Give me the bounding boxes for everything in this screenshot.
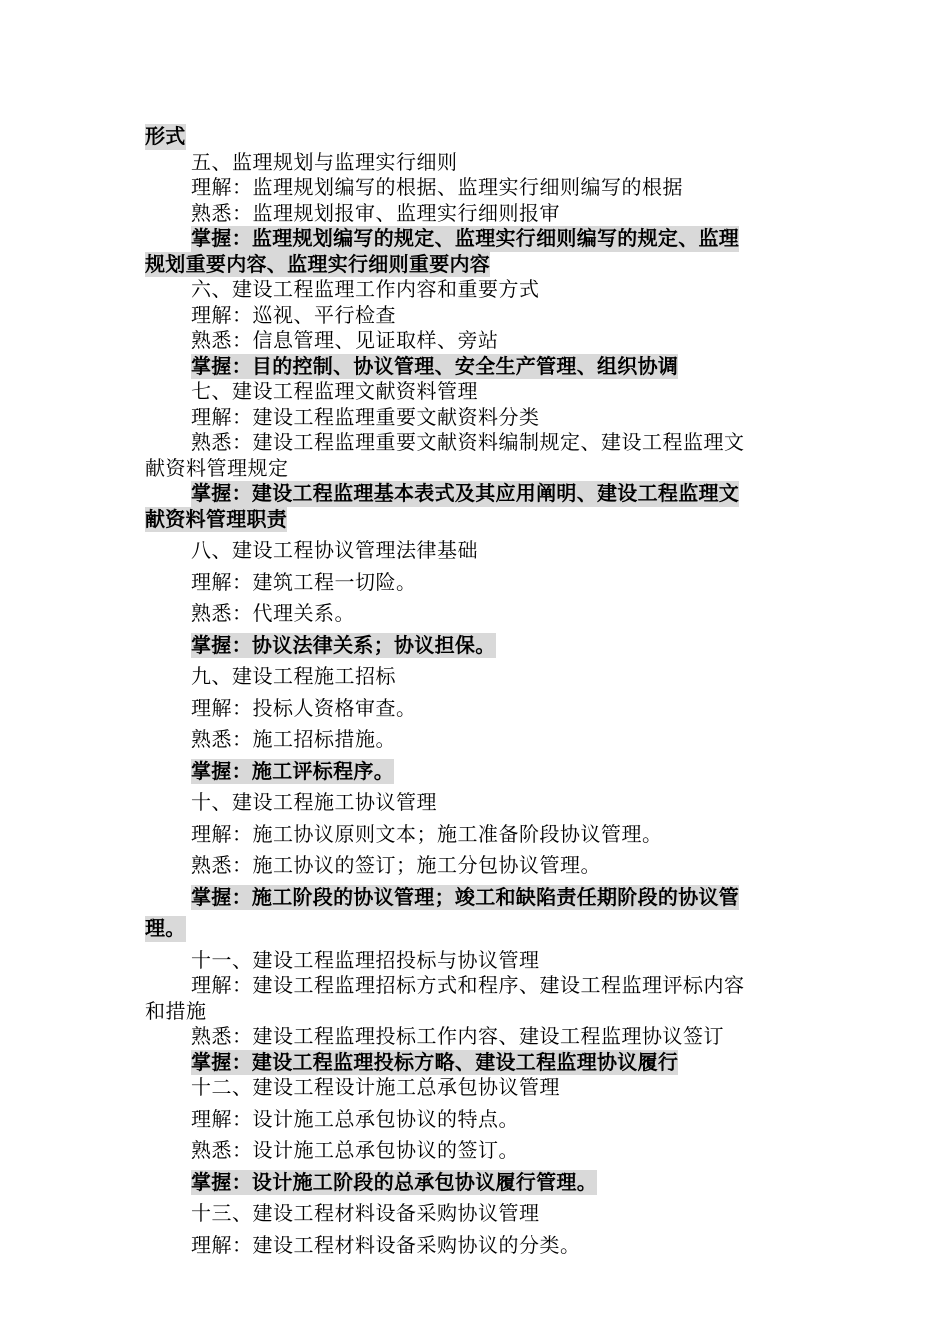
- familiar-line: 熟悉：代理关系。: [191, 601, 355, 625]
- section-heading: 七、建设工程监理文献资料管理: [191, 379, 478, 403]
- understand-line: 理解：施工协议原则文本；施工准备阶段协议管理。: [191, 821, 663, 846]
- highlighted-text: 形式: [145, 124, 186, 148]
- section-heading: 十二、建设工程设计施工总承包协议管理: [191, 1075, 560, 1099]
- familiar-line: 熟悉：建设工程监理投标工作内容、建设工程监理协议签订: [191, 1024, 724, 1048]
- familiar-line: 熟悉：设计施工总承包协议的签订。: [191, 1138, 519, 1162]
- understand-line: 理解：建设工程材料设备采购协议的分类。: [191, 1232, 581, 1257]
- understand-line: 理解：建设工程监理招标方式和程序、建设工程监理评标内容: [191, 973, 745, 997]
- familiar-line: 熟悉：施工协议的签订；施工分包协议管理。: [191, 853, 601, 877]
- understand-line: 理解：建筑工程一切险。: [191, 569, 417, 594]
- master-line-cont: 理。: [145, 916, 186, 940]
- understand-line: 理解：监理规划编写的根据、监理实行细则编写的根据: [191, 175, 683, 199]
- section-heading: 八、建设工程协议管理法律基础: [191, 538, 478, 562]
- section-heading: 九、建设工程施工招标: [191, 664, 396, 688]
- understand-line-cont: 和措施: [145, 998, 207, 1023]
- section-heading: 十三、建设工程材料设备采购协议管理: [191, 1201, 540, 1225]
- document-body: [145, 124, 810, 1258]
- section-heading: 六、建设工程监理工作内容和重要方式: [191, 277, 540, 301]
- master-line: 掌握：施工评标程序。: [191, 758, 394, 783]
- section-heading: 十一、建设工程监理招投标与协议管理: [191, 947, 540, 972]
- familiar-line: 熟悉：信息管理、见证取样、旁站: [191, 328, 499, 352]
- understand-line: 理解：建设工程监理重要文献资料分类: [191, 404, 540, 429]
- master-line: 掌握：协议法律关系；协议担保。: [191, 632, 496, 657]
- master-line-cont: 规划重要内容、监理实行细则重要内容: [145, 251, 491, 276]
- familiar-line: 熟悉：监理规划报审、监理实行细则报审: [191, 200, 560, 225]
- understand-line: 理解：巡视、平行检查: [191, 302, 396, 327]
- section-heading: 五、监理规划与监理实行细则: [191, 149, 458, 174]
- master-line: 掌握：监理规划编写的规定、监理实行细则编写的规定、监理: [191, 226, 740, 250]
- familiar-line-cont: 献资料管理规定: [145, 455, 289, 480]
- understand-line: 理解：投标人资格审查。: [191, 695, 417, 720]
- master-line: 掌握：施工阶段的协议管理；竣工和缺陷责任期阶段的协议管: [191, 884, 740, 909]
- master-line: 掌握：建设工程监理基本表式及其应用阐明、建设工程监理文: [191, 481, 740, 505]
- master-line-cont: 献资料管理职责: [145, 506, 288, 531]
- master-line: 掌握：设计施工阶段的总承包协议履行管理。: [191, 1169, 597, 1194]
- master-line: 掌握：目的控制、协议管理、安全生产管理、组织协调: [191, 353, 679, 378]
- section-heading: 十、建设工程施工协议管理: [191, 790, 437, 814]
- master-line: 掌握：建设工程监理投标方略、建设工程监理协议履行: [191, 1049, 679, 1074]
- familiar-line: 熟悉：建设工程监理重要文献资料编制规定、建设工程监理文: [191, 430, 745, 454]
- understand-line: 理解：设计施工总承包协议的特点。: [191, 1106, 519, 1131]
- familiar-line: 熟悉：施工招标措施。: [191, 727, 396, 751]
